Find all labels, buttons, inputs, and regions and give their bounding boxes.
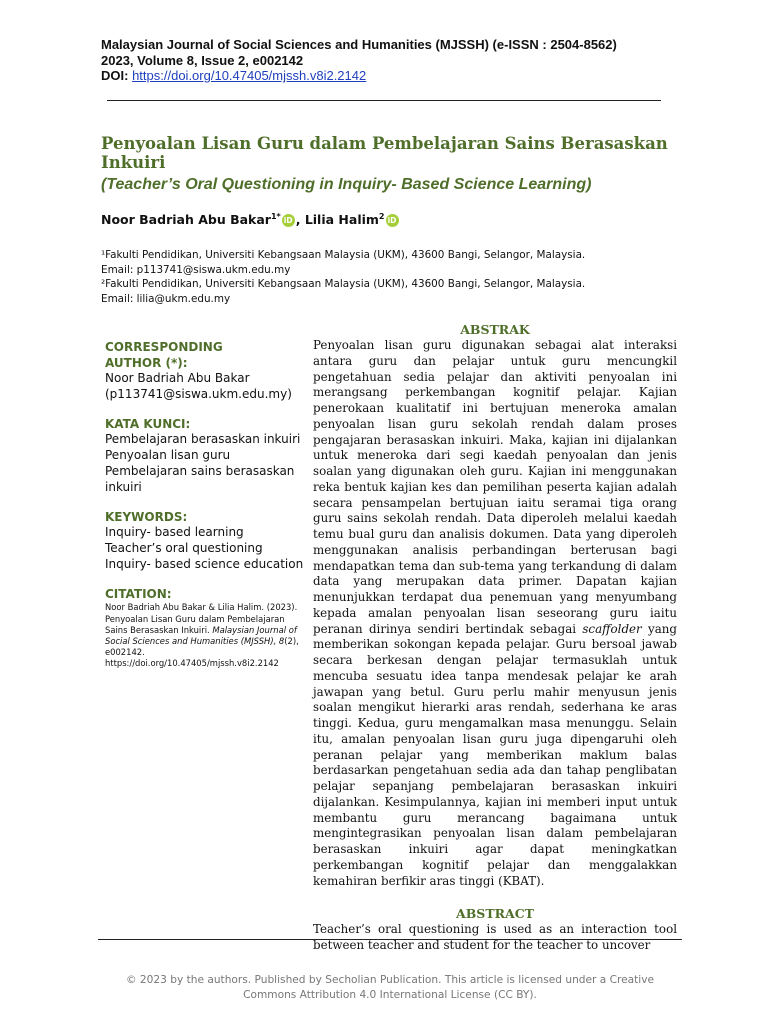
corresponding-name: Noor Badriah Abu Bakar — [105, 371, 250, 385]
abstrak-body — [313, 338, 677, 889]
doi-line — [101, 68, 617, 84]
abstract-body — [313, 922, 677, 954]
author-1-name: Noor Badriah Abu Bakar — [101, 212, 271, 228]
kata-kunci-heading: KATA KUNCI: — [105, 417, 191, 432]
license-line-2: Commons Attribution 4.0 International License (CC BY). — [243, 989, 537, 1001]
author-separator: , — [295, 212, 305, 228]
doi-link[interactable]: https://doi.org/10.47405/mjssh.v8i2.2142 — [132, 68, 367, 83]
author-2-name: Lilia Halim — [304, 212, 379, 228]
keyword-item: Inquiry- based learning — [105, 525, 244, 540]
author-1-sup: 1* — [270, 212, 281, 221]
email-2: Email: lilia@ukm.edu.my — [101, 292, 231, 305]
abstrak-text-1: Penyoalan lisan guru digunakan sebagai alat interaksi antara guru dan pelajar untuk guru mencungkil pengetahuan sedia pelajar dan aktiviti penyoalan ini merangsang perkembangan kognitif pelajar. Kajian penerokaan kualitatif ini bertujuan meneroka amalan penyoalan lisan guru sekolah rendah dalam proses pengajaran berasaskan inkuiri. Maka, kajian ini dijalankan untuk meneroka dari segi kaedah penyoalan dan jenis soalan yang digunakan oleh guru. Kajian ini menggunakan reka bentuk kajian kes dan pemilihan peserta kajian adalah secara pensampelan bertujuan iaitu seramai tiga orang guru sains sekolah rendah. Data diperoleh melalui kaedah temu bual guru dan analisis dokumen. Data yang diperoleh menggunakan analisis perbandingan berterusan bagi mendapatkan tema dan sub-tema yang terkandung di dalam data yang merupakan data primer. Dapatan kajian menunjukkan terdapat dua penemuan yang menyumbang kepada amalan penyoalan lisan seseorang guru iaitu peranan dirinya sendiri bertindak sebagai — [313, 338, 677, 636]
article-title: Penyoalan Lisan Guru dalam Pembelajaran Sains Berasaskan Inkuiri — [101, 134, 668, 172]
citation-journal: Malaysian Journal of Social Sciences and Humanities (MJSSH), 8 — [105, 624, 297, 646]
keyword-item: Inquiry- based science education — [105, 556, 304, 571]
citation-text — [105, 602, 305, 669]
affiliation-2: ²Fakulti Pendidikan, Universiti Kebangsaan Malaysia (UKM), 43600 Bangi, Selangor, Malaysia. — [101, 278, 586, 291]
corresponding-heading-line-1: CORRESPONDING — [105, 340, 223, 354]
sidebar — [105, 339, 305, 670]
orcid-icon[interactable]: iD — [282, 214, 295, 227]
keywords-heading: KEYWORDS: — [105, 510, 188, 525]
corresponding-heading-line-2: AUTHOR (*): — [105, 356, 188, 370]
journal-name: Malaysian Journal of Social Sciences and Humanities (MJSSH) (e-ISSN : 2504-8562) — [101, 37, 617, 52]
citation-doi[interactable]: https://doi.org/10.47405/mjssh.v8i2.2142 — [105, 658, 279, 669]
footer-divider — [98, 939, 682, 940]
citation-issue: (2), e002142. — [105, 635, 299, 658]
abstract-heading: ABSTRACT — [456, 906, 534, 922]
corresponding-heading — [105, 339, 305, 371]
kata-kunci-item: Pembelajaran sains berasaskan inkuiri — [105, 463, 295, 494]
abstract-column — [313, 322, 677, 954]
affiliation-1: ¹Fakulti Pendidikan, Universiti Kebangsaan Malaysia (UKM), 43600 Bangi, Selangor, Malaysia. — [101, 249, 586, 261]
orcid-icon[interactable]: iD — [386, 214, 399, 227]
license-line-1: © 2023 by the authors. Published by Secholian Publication. This article is licensed under a Creative — [125, 974, 655, 986]
abstract-text: Teacher’s oral questioning is used as an interaction tool between teacher and student for the teacher to uncover — [313, 922, 677, 952]
citation-authors-title: Noor Badriah Abu Bakar & Lilia Halim. (2023). Penyoalan Lisan Guru dalam Pembelajaran Sains Berasaskan Inkuiri. — [105, 602, 298, 635]
citation-heading: CITATION: — [105, 587, 172, 602]
journal-header — [101, 37, 617, 84]
doi-label: DOI: — [101, 68, 129, 83]
article-subtitle: (Teacher’s Oral Questioning in Inquiry- Based Science Learning) — [101, 176, 592, 193]
author-line — [101, 212, 400, 227]
kata-kunci-item: Pembelajaran berasaskan inkuiri — [105, 432, 301, 447]
abstrak-text-2: yang memberikan sokongan kepada pelajar. Guru bersoal jawab secara berkesan dengan pelajar termasuklah untuk mencuba sesuatu idea tanpa mendesak pelajar ke arah jawapan yang betul. Guru perlu mahir menyusun jenis soalan mengikut hierarki aras rendah, sederhana ke aras tinggi. Kedua, guru mengamalkan masa menunggu. Selain itu, amalan penyoalan lisan guru juga dipengaruhi oleh peranan pelajar yang memberikan maklum balas berdasarkan pengetahuan sedia ada dan tahap penglibatan pelajar sepanjang pembelajaran berasaskan inkuiri dijalankan. Kesimpulannya, kajian ini memberi input untuk membantu guru merancang bagaimana untuk mengintegrasikan penyoalan lisan dalam pembelajaran berasaskan inkuiri agar dapat meningkatkan perkembangan kognitif pelajar dan menggalakkan kemahiran berfikir aras tinggi (KBAT). — [313, 621, 677, 888]
author-2-sup: 2 — [378, 212, 385, 221]
license-footer — [98, 973, 682, 1003]
issue-info: 2023, Volume 8, Issue 2, e002142 — [101, 52, 304, 68]
email-1: Email: p113741@siswa.ukm.edu.my — [101, 263, 291, 276]
corresponding-email: (p113741@siswa.ukm.edu.my) — [105, 386, 292, 401]
abstrak-italic-term: scaffolder — [582, 621, 642, 636]
keyword-item: Teacher’s oral questioning — [105, 540, 263, 555]
affiliations — [101, 248, 585, 306]
kata-kunci-item: Penyoalan lisan guru — [105, 448, 231, 463]
abstrak-heading: ABSTRAK — [460, 322, 530, 337]
header-divider — [107, 100, 661, 101]
